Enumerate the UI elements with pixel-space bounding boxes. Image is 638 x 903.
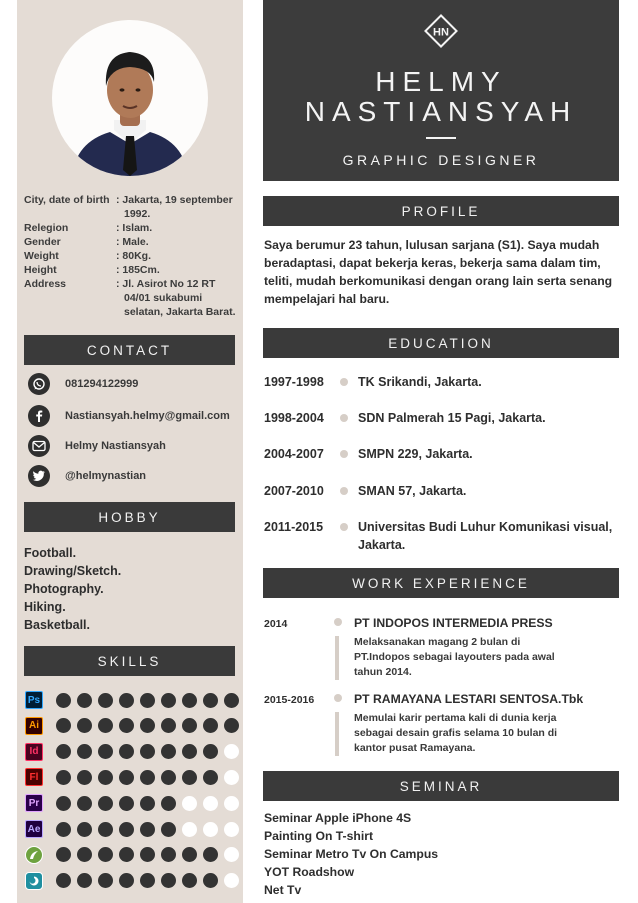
skill-level bbox=[56, 822, 245, 837]
skill-row bbox=[25, 794, 245, 812]
skill-level bbox=[56, 693, 245, 708]
work-year: 2015-2016 bbox=[264, 694, 315, 706]
skill-dot-filled bbox=[203, 873, 218, 888]
skill-dot-filled bbox=[98, 873, 113, 888]
photoshop-icon: Ps bbox=[25, 691, 43, 709]
contact-phone[interactable] bbox=[28, 373, 138, 395]
info-value: : Islam. bbox=[116, 222, 153, 234]
skill-dot-filled bbox=[161, 873, 176, 888]
skill-dot-filled bbox=[98, 796, 113, 811]
skill-dot-filled bbox=[161, 796, 176, 811]
info-value: : Jakarta, 19 september 1992. bbox=[116, 194, 233, 220]
skill-dot-empty bbox=[182, 796, 197, 811]
skill-dot-filled bbox=[224, 693, 239, 708]
timeline-dot bbox=[340, 414, 348, 422]
skill-row bbox=[25, 768, 245, 786]
work-year: 2014 bbox=[264, 618, 288, 630]
skill-dot-empty bbox=[224, 873, 239, 888]
info-label: Weight bbox=[24, 250, 59, 262]
corel-icon bbox=[25, 846, 43, 864]
skill-dot-filled bbox=[182, 770, 197, 785]
skill-dot-filled bbox=[161, 744, 176, 759]
education-item bbox=[264, 518, 620, 554]
skill-level bbox=[56, 847, 245, 862]
skill-dot-filled bbox=[98, 693, 113, 708]
hobby-item: Photography. bbox=[24, 582, 104, 596]
info-row bbox=[24, 277, 244, 319]
info-row bbox=[24, 221, 244, 235]
timeline-dot bbox=[340, 523, 348, 531]
hobby-heading: HOBBY bbox=[24, 502, 235, 532]
info-row bbox=[24, 235, 244, 249]
skill-dot-filled bbox=[119, 822, 134, 837]
contact-text: 081294122999 bbox=[65, 378, 139, 390]
education-item bbox=[264, 373, 620, 391]
skill-dot-filled bbox=[182, 744, 197, 759]
skill-dot-filled bbox=[140, 873, 155, 888]
seminar-item: Seminar Metro Tv On Campus bbox=[264, 847, 439, 861]
skill-dot-filled bbox=[140, 693, 155, 708]
contact-email[interactable] bbox=[28, 405, 230, 427]
app-swirl-icon bbox=[25, 872, 43, 890]
last-name: NASTIANSYAH bbox=[304, 96, 578, 127]
skill-level bbox=[56, 718, 245, 733]
skill-dot-filled bbox=[140, 847, 155, 862]
skill-dot-filled bbox=[119, 718, 134, 733]
work-company: PT INDOPOS INTERMEDIA PRESS bbox=[354, 616, 553, 630]
logo-letters: HN bbox=[433, 26, 449, 39]
education-school: SMPN 229, Jakarta. bbox=[358, 447, 473, 461]
first-name: HELMY bbox=[375, 66, 507, 97]
seminar-list bbox=[264, 809, 438, 899]
education-school: SDN Palmerah 15 Pagi, Jakarta. bbox=[358, 411, 546, 425]
skill-dot-filled bbox=[161, 822, 176, 837]
name-divider bbox=[426, 137, 456, 139]
skill-row bbox=[25, 743, 245, 761]
seminar-item: Seminar Apple iPhone 4S bbox=[264, 811, 412, 825]
profile-photo bbox=[52, 20, 208, 176]
skill-dot-filled bbox=[98, 718, 113, 733]
skill-row bbox=[25, 691, 245, 709]
contact-text: Helmy Nastiansyah bbox=[65, 440, 166, 452]
whatsapp-icon bbox=[28, 373, 50, 395]
logo-icon bbox=[422, 12, 460, 50]
hobby-item: Basketball. bbox=[24, 618, 91, 632]
seminar-item: YOT Roadshow bbox=[264, 865, 355, 879]
name-header bbox=[263, 0, 619, 181]
info-label: City, date of birth bbox=[24, 194, 110, 206]
skill-dot-filled bbox=[140, 770, 155, 785]
skill-level bbox=[56, 873, 245, 888]
skill-dot-filled bbox=[77, 873, 92, 888]
timeline-bar bbox=[335, 712, 339, 756]
skill-dot-filled bbox=[77, 744, 92, 759]
skill-dot-filled bbox=[77, 847, 92, 862]
contact-heading: CONTACT bbox=[24, 335, 235, 365]
skill-dot-filled bbox=[119, 796, 134, 811]
timeline-dot bbox=[340, 487, 348, 495]
info-label: Gender bbox=[24, 236, 61, 248]
hobby-item: Football. bbox=[24, 546, 77, 560]
skill-level bbox=[56, 796, 245, 811]
flash-icon: Fl bbox=[25, 768, 43, 786]
profile-heading: PROFILE bbox=[263, 196, 619, 226]
after-effects-icon: Ae bbox=[25, 820, 43, 838]
skill-dot-filled bbox=[161, 693, 176, 708]
hobby-list bbox=[24, 544, 121, 634]
skill-dot-filled bbox=[77, 770, 92, 785]
profile-text: Saya berumur 23 tahun, lulusan sarjana (S1). Saya mudah beradaptasi, dapat bekerja keras, bekerja sama dalam tim, teliti, mudah berkomunikasi dengan orang lain serta senang mempelajari hal baru. bbox=[264, 238, 613, 306]
skill-dot-filled bbox=[203, 718, 218, 733]
skill-row bbox=[25, 872, 245, 890]
skill-dot-filled bbox=[98, 847, 113, 862]
contact-twitter[interactable] bbox=[28, 465, 146, 487]
skill-dot-empty bbox=[224, 847, 239, 862]
skill-dot-filled bbox=[203, 847, 218, 862]
skill-dot-empty bbox=[182, 822, 197, 837]
education-years: 1997-1998 bbox=[264, 375, 324, 389]
education-years: 1998-2004 bbox=[264, 411, 324, 425]
skill-dot-filled bbox=[77, 822, 92, 837]
illustrator-icon: Ai bbox=[25, 717, 43, 735]
education-years: 2007-2010 bbox=[264, 484, 324, 498]
skill-row bbox=[25, 820, 245, 838]
skill-dot-filled bbox=[140, 718, 155, 733]
skills-heading: SKILLS bbox=[24, 646, 235, 676]
skill-dot-filled bbox=[182, 718, 197, 733]
timeline-bar bbox=[335, 636, 339, 680]
timeline-dot bbox=[334, 618, 342, 626]
timeline-dot bbox=[340, 378, 348, 386]
skill-dot-filled bbox=[56, 847, 71, 862]
education-school: SMAN 57, Jakarta. bbox=[358, 484, 467, 498]
education-item bbox=[264, 482, 620, 500]
premiere-icon: Pr bbox=[25, 794, 43, 812]
info-value: : 80Kg. bbox=[116, 250, 152, 262]
skill-dot-filled bbox=[203, 744, 218, 759]
skill-dot-empty bbox=[224, 822, 239, 837]
seminar-heading: SEMINAR bbox=[263, 771, 619, 801]
education-school: Universitas Budi Luhur Komunikasi visual, Jakarta. bbox=[358, 520, 613, 552]
skill-dot-filled bbox=[56, 744, 71, 759]
job-role: GRAPHIC DESIGNER bbox=[342, 152, 540, 168]
info-value: : Male. bbox=[116, 236, 149, 248]
skill-dot-filled bbox=[203, 770, 218, 785]
skill-dot-filled bbox=[98, 744, 113, 759]
timeline-dot bbox=[334, 694, 342, 702]
skill-dot-filled bbox=[56, 873, 71, 888]
personal-info bbox=[24, 193, 244, 319]
skill-dot-empty bbox=[203, 822, 218, 837]
info-label: Relegion bbox=[24, 222, 69, 234]
skill-dot-filled bbox=[98, 770, 113, 785]
info-value: : 185Cm. bbox=[116, 264, 160, 276]
hobby-item: Drawing/Sketch. bbox=[24, 564, 122, 578]
education-years: 2004-2007 bbox=[264, 447, 324, 461]
skill-dot-filled bbox=[77, 693, 92, 708]
contact-text: @helmynastian bbox=[65, 470, 147, 482]
skill-row bbox=[25, 846, 245, 864]
skill-dot-filled bbox=[161, 847, 176, 862]
skill-dot-filled bbox=[224, 718, 239, 733]
twitter-icon bbox=[28, 465, 50, 487]
skill-level bbox=[56, 744, 245, 759]
skill-dot-filled bbox=[182, 847, 197, 862]
hobby-item: Hiking. bbox=[24, 600, 66, 614]
skill-dot-filled bbox=[161, 718, 176, 733]
info-row bbox=[24, 263, 244, 277]
info-value: : Jl. Asirot No 12 RT 04/01 sukabumi selatan, Jakarta Barat. bbox=[116, 278, 236, 318]
skill-dot-empty bbox=[203, 796, 218, 811]
work-company: PT RAMAYANA LESTARI SENTOSA.Tbk bbox=[354, 692, 584, 706]
skill-dot-filled bbox=[119, 770, 134, 785]
timeline-dot bbox=[340, 450, 348, 458]
skill-dot-filled bbox=[203, 693, 218, 708]
skill-dot-filled bbox=[119, 693, 134, 708]
education-heading: EDUCATION bbox=[263, 328, 619, 358]
contact-name[interactable] bbox=[28, 435, 166, 457]
skill-dot-filled bbox=[161, 770, 176, 785]
seminar-item: Net Tv bbox=[264, 883, 302, 897]
skill-dot-filled bbox=[182, 873, 197, 888]
skill-dot-filled bbox=[119, 873, 134, 888]
work-heading: WORK EXPERIENCE bbox=[263, 568, 619, 598]
skill-dot-filled bbox=[182, 693, 197, 708]
skill-dot-filled bbox=[56, 693, 71, 708]
education-school: TK Srikandi, Jakarta. bbox=[358, 375, 482, 389]
facebook-icon bbox=[28, 405, 50, 427]
seminar-item: Painting On T-shirt bbox=[264, 829, 374, 843]
skill-dot-filled bbox=[56, 796, 71, 811]
skill-dot-empty bbox=[224, 744, 239, 759]
info-label: Address bbox=[24, 278, 67, 290]
skill-dot-empty bbox=[224, 796, 239, 811]
skill-dot-filled bbox=[140, 822, 155, 837]
skill-dot-filled bbox=[77, 796, 92, 811]
info-row bbox=[24, 193, 244, 221]
education-item bbox=[264, 409, 620, 427]
skill-dot-filled bbox=[119, 744, 134, 759]
indesign-icon: Id bbox=[25, 743, 43, 761]
skill-row bbox=[25, 717, 245, 735]
info-label: Height bbox=[24, 264, 57, 276]
work-description: Melaksanakan magang 2 bulan di PT.Indopos sebagai layouters pada awal tahun 2014. bbox=[354, 636, 555, 678]
contact-text: Nastiansyah.helmy@gmail.com bbox=[65, 410, 230, 422]
skill-dot-filled bbox=[56, 822, 71, 837]
education-item bbox=[264, 445, 620, 463]
skill-dot-empty bbox=[224, 770, 239, 785]
skill-dot-filled bbox=[56, 770, 71, 785]
mail-icon bbox=[28, 435, 50, 457]
info-row bbox=[24, 249, 244, 263]
skill-dot-filled bbox=[98, 822, 113, 837]
skill-level bbox=[56, 770, 245, 785]
skill-dot-filled bbox=[140, 796, 155, 811]
skill-dot-filled bbox=[140, 744, 155, 759]
skill-dot-filled bbox=[119, 847, 134, 862]
skill-dot-filled bbox=[56, 718, 71, 733]
skill-dot-filled bbox=[77, 718, 92, 733]
work-description: Memulai karir pertama kali di dunia kerja sebagai desain grafis selama 10 bulan di kantor pusat Ramayana. bbox=[354, 712, 558, 754]
education-years: 2011-2015 bbox=[264, 520, 324, 534]
